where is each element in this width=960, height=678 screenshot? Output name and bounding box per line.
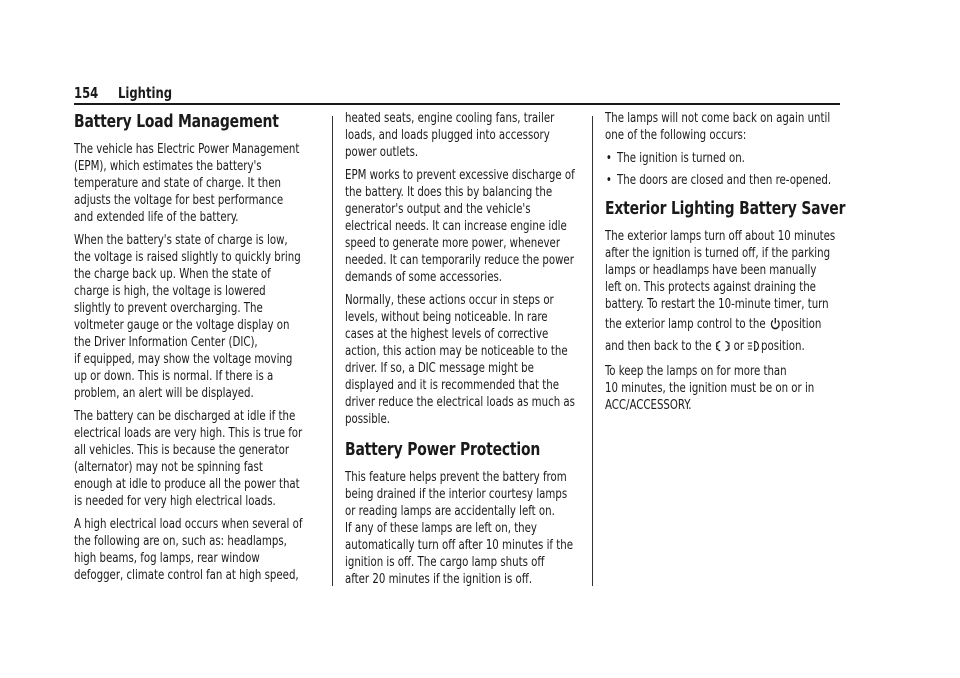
heading-battery-power-protection: Battery Power Protection — [345, 439, 541, 460]
list-item: • The doors are closed and then re-opened. — [605, 173, 832, 188]
bullet-icon: • — [605, 151, 612, 166]
list-item: • The ignition is turned on. — [605, 151, 745, 166]
paragraph: The battery can be discharged at idle if the electrical loads are very high. This is true for all vehicles. This is because the generator (alternator) may not be spinning fast enough at idle to produce all the power that is needed for very high electrical loads. — [74, 409, 303, 509]
paragraph: The lamps will not come back on again until one of the following occurs: — [605, 111, 831, 143]
paragraph: Normally, these actions occur in steps or levels, without being noticeable. In rare cases at the highest levels of corrective action, this action may be noticeable to the driver. If so, a DIC message might be displayed and it is recommended that the driver reduce the electrical loads as much as possible. — [345, 293, 575, 427]
heading-exterior-lighting-battery-saver: Exterior Lighting Battery Saver — [605, 198, 846, 219]
paragraph: EPM works to prevent excessive discharge of the battery. It does this by balancing the generator's output and the vehicle's electrical needs. It can increase engine idle speed to generate more power, whenever needed. It can temporarily reduce the power demands of some accessories. — [345, 168, 575, 285]
paragraph: When the battery's state of charge is low, the voltage is raised slightly to quickly bring the charge back up. When the state of charge is high, the voltage is lowered slightly to prevent overcharging. The voltmeter gauge or the voltage display on the Driver Information Center (DIC), if equipped, may show the voltage moving up or down. This is normal. If there is a problem, an alert will be displayed. — [74, 233, 301, 401]
power-off-icon — [770, 317, 780, 330]
paragraph: A high electrical load occurs when several of the following are on, such as: headlamps, high beams, fog lamps, rear window defogger, climate control fan at high speed, — [74, 517, 303, 583]
paragraph: The exterior lamps turn off about 10 minutes after the ignition is turned off, if the parking lamps or headlamps have been manually left on. This protects against draining the battery. To restart the 10-minute timer, turn the exterior lamp control to the position and then back to the or position. — [605, 229, 836, 354]
column-1 — [74, 110, 359, 590]
paragraph: To keep the lamps on for more than 10 minutes, the ignition must be on or in ACC/ACCESSORY. — [605, 364, 815, 413]
paragraph: heated seats, engine cooling fans, trailer loads, and loads plugged into accessory power outlets. — [345, 111, 555, 160]
bullet-list — [605, 150, 850, 189]
page-header — [74, 84, 840, 104]
section-title: Lighting — [118, 84, 173, 102]
column-2 — [345, 110, 630, 594]
header-rule — [74, 103, 840, 105]
paragraph: The vehicle has Electric Power Management (EPM), which estimates the battery's temperature and state of charge. It then adjusts the voltage for best performance and extended life of the battery. — [74, 142, 300, 225]
heading-battery-load-management: Battery Load Management — [74, 111, 279, 132]
page-number: 154 — [74, 84, 99, 102]
paragraph: This feature helps prevent the battery from being drained if the interior courtesy lamps or reading lamps are accidentally left on. If any of these lamps are left on, they automatically turn off after 10 minutes if the ignition is off. The cargo lamp shuts off after 20 minutes if the ignition is off. — [345, 470, 573, 587]
parking-lamps-icon — [716, 340, 730, 352]
headlamps-icon — [748, 340, 760, 352]
bullet-icon: • — [605, 173, 612, 188]
column-3 — [605, 110, 890, 420]
